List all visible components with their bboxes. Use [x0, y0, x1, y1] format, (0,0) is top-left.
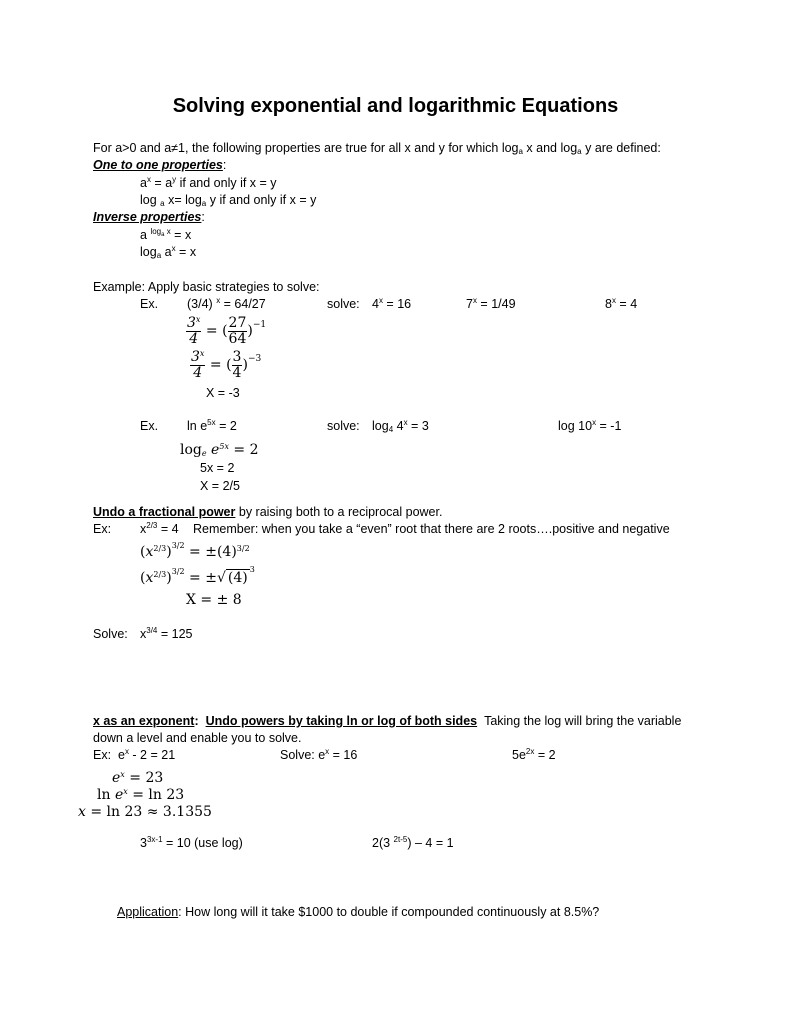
intro-line: For a>0 and a≠1, the following properties are true for all x and y for which $\log_a x$ and $\log_a y$ are defined: [93, 141, 661, 156]
fractional-problem: $x^{3/4} = 125$ [140, 626, 193, 641]
inverse-heading: Inverse properties: [93, 210, 205, 224]
example2-equation: $\ln e^{5x} = 2$ [187, 418, 237, 433]
example2-work-step-1: $\log_e e^{5x} = 2$ [180, 442, 259, 458]
one-to-one-heading: One to one properties: [93, 158, 227, 172]
fractional-power-heading: Undo a fractional power by raising both to a reciprocal power. [93, 505, 443, 519]
example1-work-step-1: $\frac{3^x}{4}$ = ( $\frac{27}{64}$ )$^{-1}$ [187, 315, 267, 347]
inverse-rule-2: $\log_a a^x = x$ [140, 244, 197, 260]
example1-answer: X = -3 [206, 386, 240, 400]
example1-problem-2: $7^x = 1/49$ [466, 296, 516, 311]
exponent-work-step-1: $e^x = 23$ [112, 770, 164, 786]
exponent-practice-1: $3^{3x-1} = 10$ (use log) [140, 835, 243, 850]
example2-work-step-2: 5x = 2 [200, 461, 235, 475]
exponent-heading: x as an exponent: Undo powers by taking ln or log of both sides Taking the log will bring the variable [93, 714, 682, 728]
page-title: Solving exponential and logarithmic Equations [172, 95, 619, 117]
exponent-problem-2: $5e^{2x} = 2$ [512, 747, 556, 762]
example1-label: Ex. [140, 297, 159, 311]
one-to-one-rule-1: $a^x = a^y$ if and only if x = y [140, 175, 277, 190]
example1-problem-3: $8^x = 4$ [605, 296, 638, 311]
fractional-work-step-2: $(x^{2/3})^{3/2}$ = ±√ $(4)^3$ [140, 565, 255, 586]
example1-problem-1: $4^x = 16$ [372, 296, 412, 311]
inverse-rule-1: a $^{log_a x}$ = x [140, 227, 192, 242]
example2-answer: X = 2/5 [200, 479, 240, 493]
fractional-remember-note: Remember: when you take a “even” root that there are 2 roots….positive and negative [193, 522, 670, 536]
application-problem: Application: How long will it take $1000 to double if compounded continuously at 8.5%? [117, 905, 600, 919]
exponent-work-step-2: $\ln e^x = \ln 23$ [97, 787, 185, 803]
exponent-ex-label: Ex: [93, 748, 112, 762]
exponent-heading-continued: down a level and enable you to solve. [93, 731, 302, 745]
example2-solve-label: solve: [327, 419, 360, 433]
fractional-solve-label: Solve: [93, 627, 128, 641]
one-to-one-rule-2: log $_a$ $x= \log_a y$ if and only if x = y [140, 193, 317, 208]
fractional-ex-label: Ex: [93, 522, 112, 536]
example-intro: Example: Apply basic strategies to solve: [93, 280, 320, 294]
radical-symbol: √ $(4)^3$ [216, 565, 255, 586]
fractional-answer: X = ± 8 [186, 592, 242, 608]
exponent-equation: $e^x - 2 = 21$ [118, 747, 176, 762]
exponent-work-answer: x = ln 23 ≈ 3.1355 [78, 804, 212, 820]
fractional-equation: $x^{2/3} = 4$ [140, 521, 179, 536]
example1-solve-label: solve: [327, 297, 360, 311]
example2-problem-2: $\log 10^x = -1$ [558, 418, 622, 433]
fractional-work-step-1: $(x^{2/3})^{3/2} = \pm(4)^{3/2}$ [140, 541, 250, 560]
exponent-practice-2: 2(3 $^{2t-5}$) – 4 = 1 [372, 835, 454, 850]
example2-problem-1: $\log_4 4^x = 3$ [372, 418, 429, 434]
example1-work-step-2: $\frac{3^x}{4}$ = ( $\frac{3}{4}$ )$^{-3}$ [191, 349, 262, 381]
exponent-problem-1: Solve: $e^x = 16$ [280, 747, 358, 762]
example1-equation: (3/4) $^x$ = 64/27 [187, 296, 266, 311]
example2-label: Ex. [140, 419, 159, 433]
